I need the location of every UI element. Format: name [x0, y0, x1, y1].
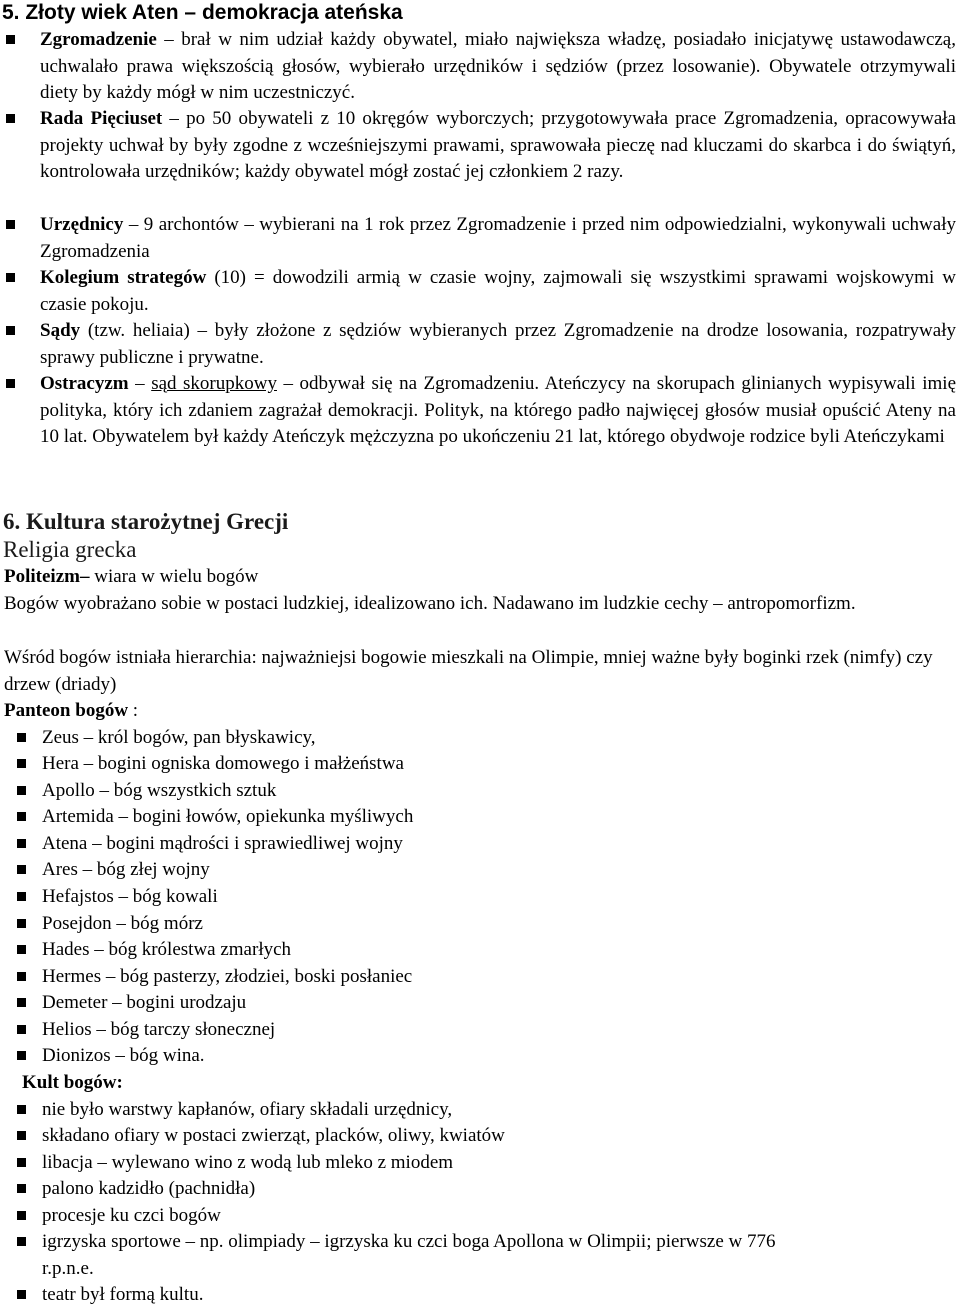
panteon-term: Panteon bogów — [4, 700, 129, 721]
god-hefajstos: Hefajstos – bóg kowali — [42, 886, 218, 907]
list-item — [42, 725, 316, 752]
desc-kolegium-strategow: (10) = dowodzili armią w czasie wojny, zajmowali się wszystkimi sprawami wojskowymi w czasie pokoju. — [40, 267, 956, 315]
term-zgromadzenie: Zgromadzenie — [40, 29, 157, 50]
term-kolegium-strategow: Kolegium strategów — [40, 267, 207, 288]
paragraph-hierarchia: Wśród bogów istniała hierarchia: najważniejsi bogowie mieszkali na Olimpie, mniej ważne były boginki rzek (nimfy) czy drzew (driady) — [4, 647, 933, 695]
bullet-square-icon — [17, 1211, 26, 1220]
desc-ostracyzm: – odbywał się na Zgromadzeniu. Ateńczycy na skorupach glinianych wypisywali imię polityka, który ich zdaniem zagrażał demokracji. Polityk, na którego padło najwięcej głosów musiał opuścić Ateny na 10 lat. Obywatelem był każdy Ateńczyk mężczyzna po ukończeniu 21 lat, którego obydwoje rodzice byli Ateńczykami — [40, 373, 957, 448]
bullet-square-icon — [17, 1131, 26, 1140]
kult-item: igrzyska sportowe – np. olimpiady – igrzyska ku czci boga Apollona w Olimpii; pierwsze w 776 — [42, 1231, 776, 1252]
bullet-square-icon — [17, 786, 26, 795]
bullet-square-icon — [17, 972, 26, 981]
bullet-square-icon — [17, 1290, 26, 1299]
list-item — [42, 911, 203, 938]
list-item — [42, 937, 291, 964]
bullet-square-icon — [6, 114, 15, 123]
politeizm-line — [4, 564, 954, 591]
list-item — [42, 778, 276, 805]
desc-zgromadzenie: – brał w nim udział każdy obywatel, miało największa władzę, posiadało inicjatywę ustawodawczą, uchwalało prawa większością głosów, wybierało urzędników i sędziów (przez losowanie). Obywatele otrzymywali diety by każdy mógł w nim uczestniczyć. — [40, 29, 956, 104]
bullet-ostracyzm — [40, 371, 956, 451]
god-dionizos: Dionizos – bóg wina. — [42, 1045, 205, 1066]
bullet-square-icon — [17, 839, 26, 848]
religia-heading: Religia grecka — [3, 537, 137, 562]
desc-rada-pieciuset: – po 50 obywateli z 10 okręgów wyborczych; przygotowywała prace Zgromadzenia, opracowywała projekty uchwał by były zgodne z wcześniejszymi prawami, sprawowała pieczę nad kluczami do skarbca i do świątyń, kontrolowała urzędników; każdy obywatel mógł zostać jej członkiem 2 razy. — [40, 108, 956, 183]
bullet-square-icon — [17, 812, 26, 821]
bullet-square-icon — [17, 998, 26, 1007]
bullet-square-icon — [17, 1025, 26, 1034]
list-item — [42, 751, 404, 778]
list-item — [42, 1176, 255, 1203]
list-item — [42, 990, 246, 1017]
bullet-sady — [40, 318, 956, 371]
bullet-square-icon — [6, 35, 15, 44]
panteon-text: : — [128, 700, 139, 721]
bullet-square-icon — [17, 1237, 26, 1246]
paragraph-antropomorfizm: Bogów wyobrażano sobie w postaci ludzkiej, idealizowano ich. Nadawano im ludzkie cechy – antropomorfizm. — [4, 593, 856, 614]
term-sady: Sądy — [40, 320, 81, 341]
bullet-square-icon — [17, 919, 26, 928]
bullet-rada-pieciuset — [40, 106, 956, 186]
bullet-square-icon — [17, 892, 26, 901]
bullet-square-icon — [17, 1051, 26, 1060]
bullet-square-icon — [6, 220, 15, 229]
bullet-square-icon — [6, 379, 15, 388]
list-item — [42, 804, 413, 831]
bullet-square-icon — [17, 759, 26, 768]
list-item — [42, 1043, 205, 1070]
politeizm-term: Politeizm– — [4, 566, 90, 587]
kult-heading-text: Kult bogów: — [22, 1072, 123, 1093]
term-urzednicy: Urzędnicy — [40, 214, 124, 235]
bullet-square-icon — [17, 1184, 26, 1193]
list-item — [42, 1097, 452, 1124]
panteon-line — [4, 698, 954, 725]
term-ostracyzm: Ostracyzm — [40, 373, 129, 394]
desc-ostracyzm-pre: – — [128, 373, 152, 394]
list-item — [42, 1123, 505, 1150]
desc-urzednicy: – 9 archontów – wybierani na 1 rok przez Zgromadzenie i przed nim odpowiedzialni, wykonywali uchwały Zgromadzenia — [40, 214, 956, 262]
bullet-square-icon — [17, 1105, 26, 1114]
god-hera: Hera – bogini ogniska domowego i małżeństwa — [42, 753, 404, 774]
list-item — [42, 1229, 775, 1256]
kult-item: palono kadzidło (pachnidła) — [42, 1178, 256, 1199]
god-atena: Atena – bogini mądrości i sprawiedliwej wojny — [42, 833, 403, 854]
god-hades: Hades – bóg królestwa zmarłych — [42, 939, 292, 960]
god-demeter: Demeter – bogini urodzaju — [42, 992, 247, 1013]
kult-item: nie było warstwy kapłanów, ofiary składali urzędnicy, — [42, 1099, 453, 1120]
god-hermes: Hermes – bóg pasterzy, złodziei, boski posłaniec — [42, 966, 413, 987]
bullet-kolegium-strategow — [40, 265, 956, 318]
sad-skorupkowy: sąd skorupkowy — [151, 373, 277, 394]
section-6-heading: 6. Kultura starożytnej Grecji — [3, 509, 289, 534]
bullet-square-icon — [17, 733, 26, 742]
politeizm-text: wiara w wielu bogów — [89, 566, 259, 587]
list-item — [42, 1017, 275, 1044]
list-item — [42, 1282, 203, 1309]
list-item — [42, 1203, 221, 1230]
list-item — [42, 964, 412, 991]
god-posejdon: Posejdon – bóg mórz — [42, 913, 203, 934]
bullet-square-icon — [6, 326, 15, 335]
bullet-square-icon — [17, 1158, 26, 1167]
bullet-square-icon — [17, 865, 26, 874]
term-rada-pieciuset: Rada Pięciuset — [40, 108, 163, 129]
bullet-square-icon — [17, 945, 26, 954]
desc-sady: (tzw. heliaia) – były złożone z sędziów wybieranych przez Zgromadzenie na drodze losowania, rozpatrywały sprawy publiczne i prywatne. — [40, 320, 956, 368]
bullet-urzednicy — [40, 212, 956, 265]
god-zeus: Zeus – król bogów, pan błyskawicy, — [42, 727, 316, 748]
list-item — [42, 857, 210, 884]
kult-item: teatr był formą kultu. — [42, 1284, 204, 1305]
bullet-square-icon — [6, 273, 15, 282]
list-item — [42, 884, 218, 911]
kult-item: r.p.n.e. — [42, 1258, 94, 1279]
kult-item: procesje ku czci bogów — [42, 1205, 221, 1226]
kult-heading — [22, 1070, 960, 1097]
kult-item: libacja – wylewano wino z wodą lub mleko z miodem — [42, 1152, 454, 1173]
god-artemida: Artemida – bogini łowów, opiekunka myśliwych — [42, 806, 414, 827]
god-apollo: Apollo – bóg wszystkich sztuk — [42, 780, 277, 801]
kult-item: składano ofiary w postaci zwierząt, placków, oliwy, kwiatów — [42, 1125, 505, 1146]
section-5-heading: 5. Złoty wiek Aten – demokracja ateńska — [2, 1, 403, 24]
list-item-continuation — [42, 1256, 94, 1283]
list-item — [42, 1150, 453, 1177]
bullet-zgromadzenie — [40, 27, 956, 107]
list-item — [42, 831, 403, 858]
god-ares: Ares – bóg złej wojny — [42, 859, 210, 880]
god-helios: Helios – bóg tarczy słonecznej — [42, 1019, 276, 1040]
